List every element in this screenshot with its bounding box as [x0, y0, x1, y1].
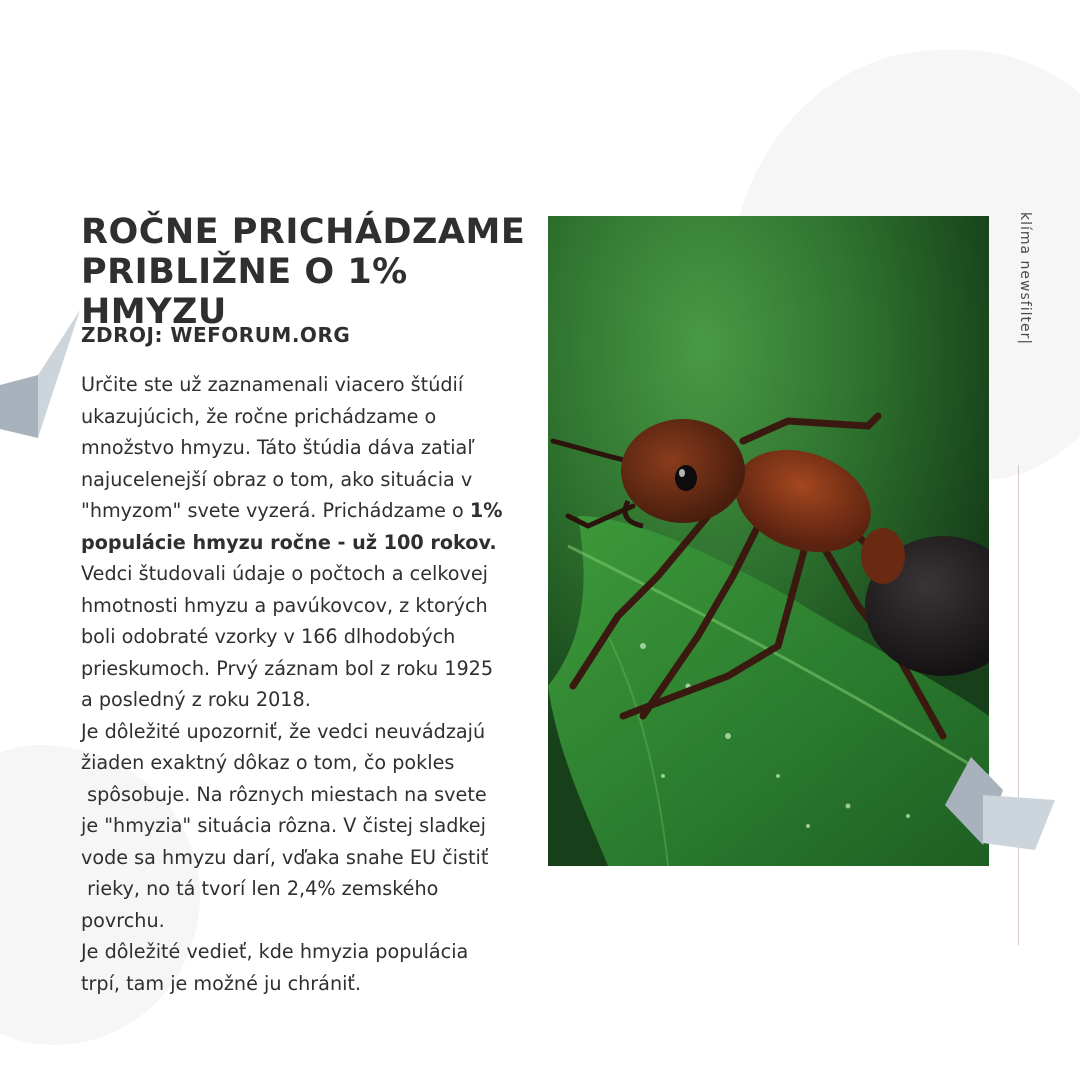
body-line: rieky, no tá tvorí len 2,4% zemského: [81, 877, 439, 900]
body-line: trpí, tam je možné ju chrániť.: [81, 971, 362, 995]
ant-photo: [548, 216, 989, 866]
body-line: najucelenejší obraz o tom, ako situácia v: [81, 467, 473, 491]
title-line: ROČNE PRICHÁDZAME: [81, 212, 526, 252]
decorative-shape-left: [0, 305, 82, 440]
body-line: žiaden exaktný dôkaz o tom, čo pokles: [81, 751, 455, 774]
body-emphasis: populácie hmyzu ročne - už 100 rokov.: [81, 530, 497, 554]
article-body: [81, 369, 551, 999]
body-line: vode sa hmyzu darí, vďaka snahe EU čistiť: [81, 845, 489, 869]
decorative-vertical-line: [1018, 465, 1019, 945]
ant-illustration: [548, 216, 989, 866]
body-line: množstvo hmyzu. Táto štúdia dáva zatiaľ: [81, 436, 475, 459]
body-line: spôsobuje. Na rôznych miestach na svete: [81, 782, 487, 806]
body-line: Vedci študovali údaje o počtoch a celkovej: [81, 562, 488, 585]
decorative-shape-right: [943, 755, 1058, 855]
body-line: boli odobraté vzorky v 166 dlhodobých: [81, 625, 456, 648]
body-fragment: "hmyzom" svete vyzerá. Prichádzame o: [81, 499, 470, 522]
body-line: a posledný z roku 2018.: [81, 688, 311, 711]
title-line: PRIBLIŽNE O 1% HMYZU: [81, 252, 408, 332]
body-line: je "hmyzia" situácia rôzna. V čistej sladkej: [81, 814, 486, 837]
body-line: Je dôležité vedieť, kde hmyzia populácia: [81, 940, 469, 963]
body-line: prieskumoch. Prvý záznam bol z roku 1925: [81, 656, 494, 680]
brand-label: klíma newsfilter|: [1017, 212, 1033, 346]
body-line: [81, 527, 551, 559]
body-line: [81, 495, 551, 527]
post-title: [81, 212, 541, 332]
body-emphasis: 1%: [469, 499, 503, 522]
source-label: ZDROJ: WEFORUM.ORG: [81, 323, 351, 347]
body-line: Je dôležité upozorniť, že vedci neuvádzajú: [81, 719, 486, 743]
body-line: ukazujúcich, že ročne prichádzame o: [81, 404, 437, 428]
body-line: povrchu.: [81, 908, 165, 932]
body-line: Určite ste už zaznamenali viacero štúdií: [81, 373, 464, 396]
body-line: hmotnosti hmyzu a pavúkovcov, z ktorých: [81, 593, 488, 617]
